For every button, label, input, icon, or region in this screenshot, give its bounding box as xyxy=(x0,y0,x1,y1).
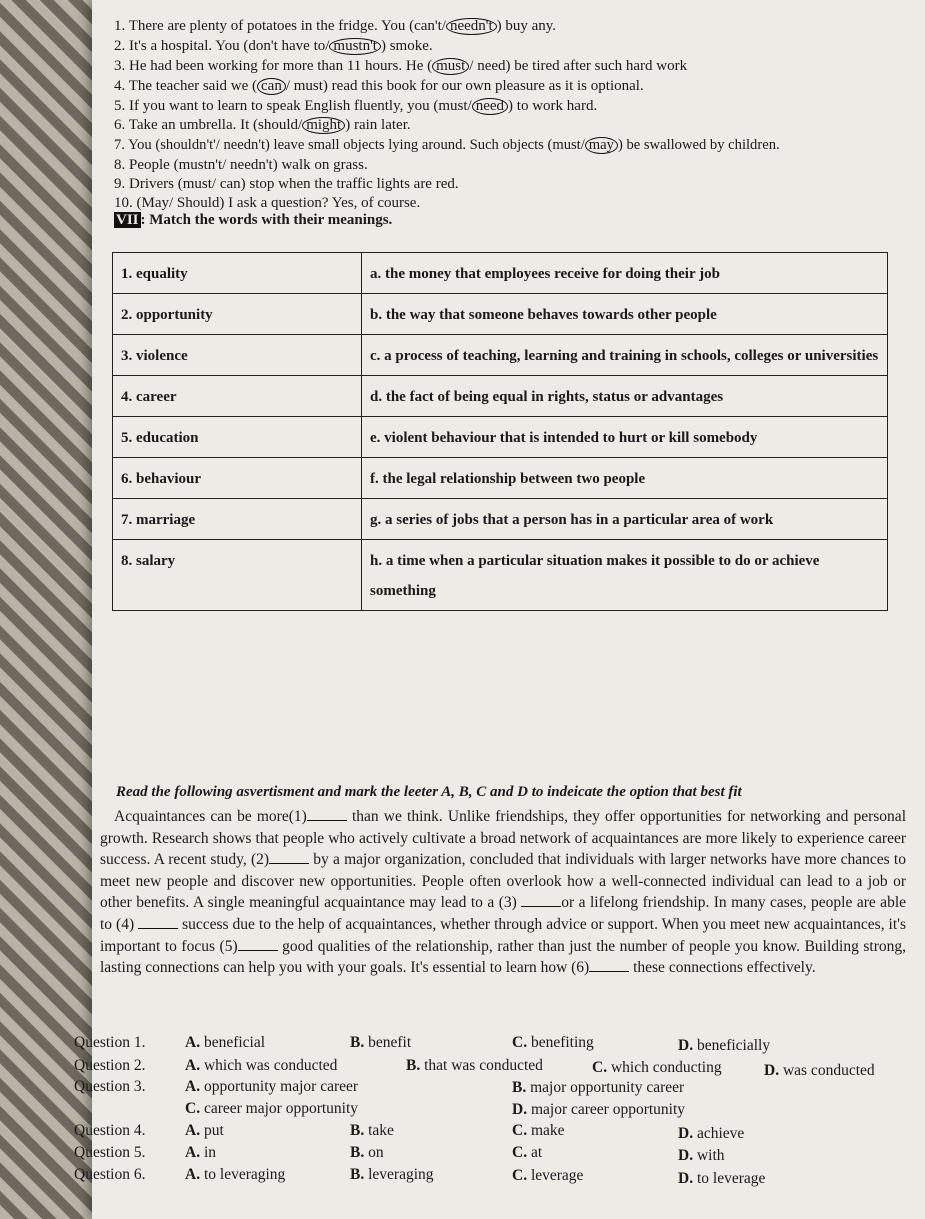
option-b[interactable]: B. on xyxy=(350,1144,384,1161)
option-d[interactable]: D. major career opportunity xyxy=(512,1101,686,1118)
exercise-item: 5. If you want to learn to speak English fluently, you (must/ need ) to work hard. xyxy=(114,98,598,114)
question-label: Question 4. xyxy=(74,1122,146,1139)
answer-blank[interactable] xyxy=(238,938,278,951)
option-b[interactable]: B. take xyxy=(350,1122,394,1139)
section-title: : Match the words with their meanings. xyxy=(140,212,393,228)
option-c[interactable]: C. make xyxy=(512,1122,565,1139)
option-b[interactable]: B. benefit xyxy=(350,1034,412,1051)
table-row xyxy=(113,294,888,335)
circled-answer: need xyxy=(472,98,508,115)
circled-answer: can xyxy=(257,78,286,95)
meaning-cell: e. violent behaviour that is intended to hurt or kill somebody xyxy=(362,417,888,458)
option-c[interactable]: C. leverage xyxy=(512,1167,584,1184)
table-row xyxy=(113,540,888,611)
answer-blank[interactable] xyxy=(307,808,347,821)
circled-answer: mustn't xyxy=(329,38,381,55)
exercise-item: 1. There are plenty of potatoes in the fridge. You (can't/ needn't ) buy any. xyxy=(114,18,557,34)
meaning-cell: c. a process of teaching, learning and training in schools, colleges or universities xyxy=(362,335,888,376)
option-b[interactable]: B. leveraging xyxy=(350,1166,434,1183)
answer-blank[interactable] xyxy=(589,959,629,972)
option-a[interactable]: A. which was conducted xyxy=(185,1057,338,1074)
option-c[interactable]: C. which conducting xyxy=(592,1059,722,1076)
exercise-item: 3. He had been working for more than 11 hours. He ( must / need) be tired after such hard work xyxy=(114,58,688,74)
question-label: Question 1. xyxy=(74,1034,146,1051)
exercise-item: 9. Drivers (must/ can) stop when the traffic lights are red. xyxy=(114,176,459,192)
word-cell: 7. marriage xyxy=(113,499,362,540)
table-row xyxy=(113,335,888,376)
question-label: Question 5. xyxy=(74,1144,146,1161)
word-cell: 3. violence xyxy=(113,335,362,376)
answer-blank[interactable] xyxy=(138,916,178,929)
reading-passage: Acquaintances can be more(1) than we think. Unlike friendships, they offer opportunities for networking and personal growth. Research shows that people who actively cultivate a broad network of acquaintances are more likely to experience career success. A recent study, (2) by a major organization, concluded that individuals with larger networks have more chances to meet new people and discover new opportunities. People often overlook how a well-connected individual can lead to a job or other benefits. A single meaningful acquaintance may lead to a (3) or a lifelong friendship. In many cases, people are able to (4) success due to the help of acquaintances, whether through advice or support. When you meet new acquaintances, it's important to focus (5) good qualities of the relationship, rather than just the number of people you know. Building strong, lasting connections can help you with your goals. It's essential to learn how (6) these connections effectively. xyxy=(100,808,907,977)
question-label: Question 6. xyxy=(74,1166,146,1183)
option-c[interactable]: C. benefiting xyxy=(512,1034,594,1051)
option-a[interactable]: A. beneficial xyxy=(185,1034,266,1051)
meaning-cell: d. the fact of being equal in rights, status or advantages xyxy=(362,376,888,417)
meaning-cell: h. a time when a particular situation makes it possible to do or achieve something xyxy=(362,540,888,611)
exercise-item: 7. You (shouldn't'/ needn't) leave small objects lying around. Such objects (must/ may ) be swallowed by children. xyxy=(114,137,780,153)
section-heading xyxy=(114,212,392,229)
circled-answer: must xyxy=(432,58,469,75)
option-c[interactable]: C. at xyxy=(512,1144,543,1161)
table-row xyxy=(113,499,888,540)
circled-answer: might xyxy=(302,117,345,134)
circled-answer: needn't xyxy=(446,18,497,35)
word-cell: 1. equality xyxy=(113,253,362,294)
option-d[interactable]: D. beneficially xyxy=(678,1037,771,1054)
section-number: VII xyxy=(116,212,139,228)
table-row xyxy=(113,253,888,294)
option-a[interactable]: A. opportunity major career xyxy=(185,1078,359,1095)
matching-table xyxy=(112,252,888,611)
table-row xyxy=(113,458,888,499)
exercise-item: 8. People (mustn't/ needn't) walk on grass. xyxy=(114,157,368,173)
meaning-cell: g. a series of jobs that a person has in a particular area of work xyxy=(362,499,888,540)
answer-blank[interactable] xyxy=(269,851,309,864)
exercise-item: 10. (May/ Should) I ask a question? Yes, of course. xyxy=(114,195,421,211)
answer-blank[interactable] xyxy=(521,894,561,907)
word-cell: 5. education xyxy=(113,417,362,458)
option-d[interactable]: D. achieve xyxy=(678,1125,745,1142)
option-d[interactable]: D. with xyxy=(678,1147,725,1164)
option-b[interactable]: B. that was conducted xyxy=(406,1057,543,1074)
meaning-cell: a. the money that employees receive for doing their job xyxy=(362,253,888,294)
table-row xyxy=(113,417,888,458)
word-cell: 8. salary xyxy=(113,540,362,611)
option-a[interactable]: A. to leveraging xyxy=(185,1166,286,1183)
exercise-item: 4. The teacher said we ( can / must) read this book for our own pleasure as it is optional. xyxy=(114,78,644,94)
reading-instruction: Read the following asvertisment and mark the leeter A, B, C and D to indeicate the option that best fit xyxy=(116,784,742,800)
exercise-item: 6. Take an umbrella. It (should/ might ) rain later. xyxy=(114,117,411,133)
word-cell: 6. behaviour xyxy=(113,458,362,499)
worksheet-page xyxy=(74,0,925,1219)
word-cell: 4. career xyxy=(113,376,362,417)
question-label: Question 3. xyxy=(74,1078,146,1095)
option-c[interactable]: C. career major opportunity xyxy=(185,1100,359,1117)
meaning-cell: b. the way that someone behaves towards other people xyxy=(362,294,888,335)
option-d[interactable]: D. was conducted xyxy=(764,1062,875,1079)
table-row xyxy=(113,376,888,417)
option-a[interactable]: A. put xyxy=(185,1122,224,1139)
option-d[interactable]: D. to leverage xyxy=(678,1170,766,1187)
option-b[interactable]: B. major opportunity career xyxy=(512,1079,685,1096)
option-a[interactable]: A. in xyxy=(185,1144,217,1161)
meaning-cell: f. the legal relationship between two people xyxy=(362,458,888,499)
word-cell: 2. opportunity xyxy=(113,294,362,335)
circled-answer: may xyxy=(585,137,618,154)
question-label: Question 2. xyxy=(74,1057,146,1074)
exercise-item: 2. It's a hospital. You (don't have to/ mustn't ) smoke. xyxy=(114,38,433,54)
